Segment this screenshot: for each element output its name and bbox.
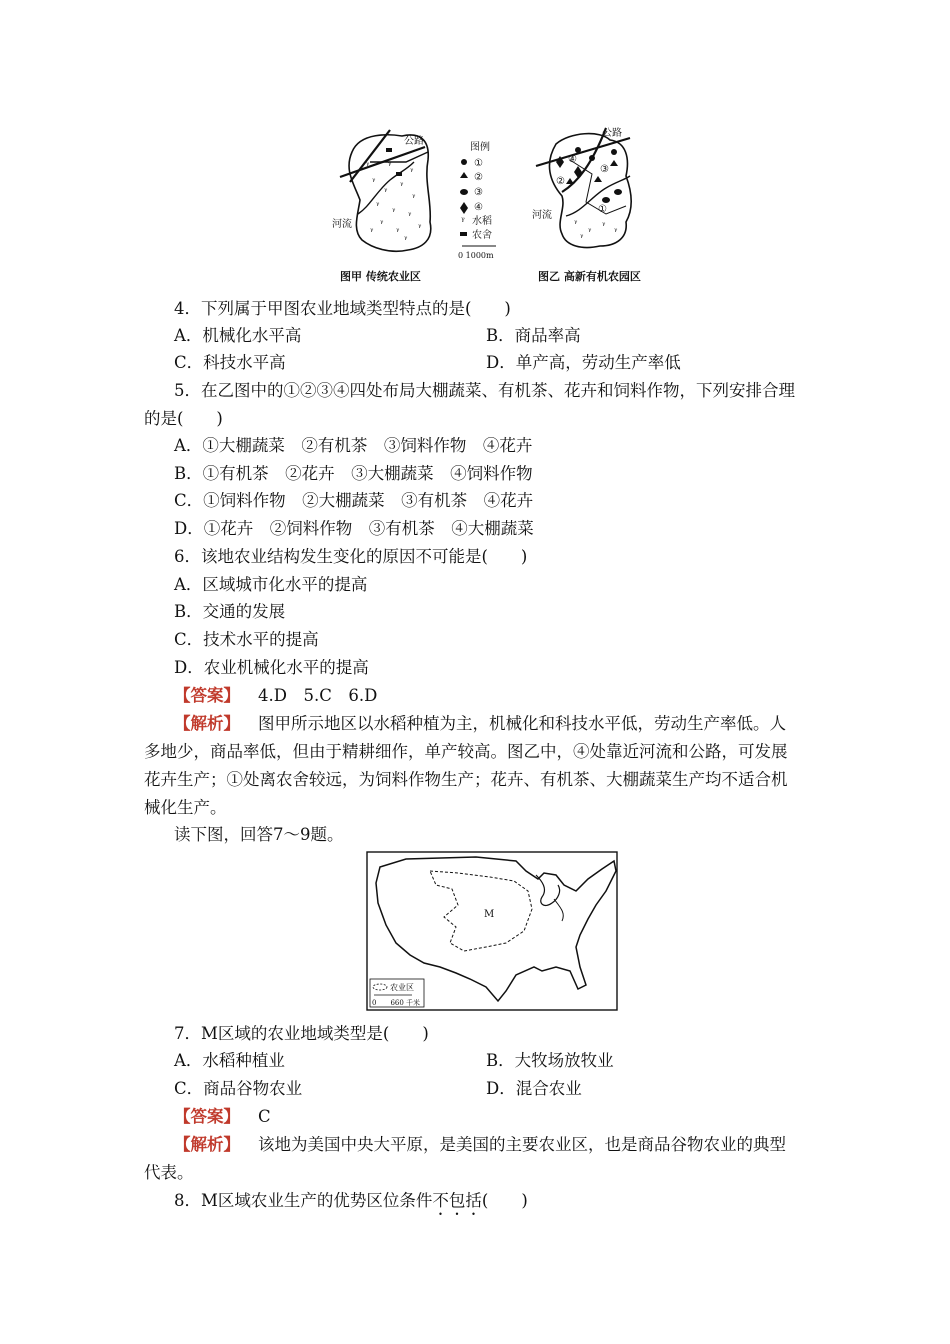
q7-option-a: A．水稻种植业 xyxy=(174,1051,285,1070)
agri-region-m xyxy=(430,871,532,951)
answer-2 xyxy=(174,1104,271,1130)
analysis-label: 【解析】 xyxy=(174,1135,240,1154)
svg-text:②: ② xyxy=(556,176,565,187)
legend-title: 图例 xyxy=(470,142,490,153)
q8-stem: 8．M区域农业生产的优势区位条件不包括( ) xyxy=(174,1191,528,1210)
intro-q7-9: 读下图，回答7～9题。 xyxy=(174,825,344,844)
analysis-2-line-1: 【解析】 该地为美国中央大平原，是美国的主要农业区，也是商品谷物农业的典型 xyxy=(174,1135,786,1154)
q4-stem: 4．下列属于甲图农业地域类型特点的是( ) xyxy=(174,299,511,318)
svg-text:农舍: 农舍 xyxy=(472,230,492,241)
svg-text:ᵞ: ᵞ xyxy=(588,227,592,237)
svg-text:ᵞ: ᵞ xyxy=(400,181,404,191)
q4-option-c: C．科技水平高 xyxy=(174,353,286,372)
q5-option-d: D．①花卉 ②饲料作物 ③有机茶 ④大棚蔬菜 xyxy=(174,519,534,538)
analysis-1-line-4: 械化生产。 xyxy=(144,798,227,817)
map-jia-outline xyxy=(349,135,431,251)
svg-text:ᵞ: ᵞ xyxy=(580,233,584,243)
svg-text:①: ① xyxy=(598,204,607,215)
svg-text:ᵞ: ᵞ xyxy=(418,223,422,233)
legend-agri-region: 农业区 xyxy=(390,983,414,992)
svg-text:ᵞ: ᵞ xyxy=(392,207,396,217)
svg-text:ᵞ: ᵞ xyxy=(370,227,374,237)
svg-text:ᵞ: ᵞ xyxy=(614,227,618,237)
svg-text:②: ② xyxy=(474,172,483,183)
svg-text:ᵞ: ᵞ xyxy=(408,211,412,221)
svg-text:③: ③ xyxy=(474,187,483,198)
q4-option-d: D．单产高，劳动生产率低 xyxy=(486,353,681,372)
map-legend xyxy=(458,140,496,260)
q6-option-d: D．农业机械化水平的提高 xyxy=(174,658,369,677)
figure-us-map xyxy=(366,851,618,1011)
svg-text:ᵞ: ᵞ xyxy=(376,201,380,211)
answer-label: 【答案】 xyxy=(174,686,240,705)
svg-text:水稻: 水稻 xyxy=(472,216,492,227)
answer-text: C xyxy=(258,1107,271,1126)
q5-option-c: C．①饲料作物 ②大棚蔬菜 ③有机茶 ④花卉 xyxy=(174,491,534,510)
svg-text:ᵞ: ᵞ xyxy=(574,219,578,229)
river-label-yi: 河流 xyxy=(532,210,552,221)
q6-option-c: C．技术水平的提高 xyxy=(174,630,319,649)
answer-label: 【答案】 xyxy=(174,1107,240,1126)
svg-text:①: ① xyxy=(474,158,483,169)
q5-stem-1: 5．在乙图中的①②③④四处布局大棚蔬菜、有机茶、花卉和饲料作物，下列安排合理 xyxy=(174,381,795,400)
q6-option-a: A．区域城市化水平的提高 xyxy=(174,575,368,594)
svg-text:ᵞ: ᵞ xyxy=(410,167,414,177)
svg-text:③: ③ xyxy=(600,164,609,175)
svg-text:④: ④ xyxy=(474,202,483,213)
legend-scale: 0 1000m xyxy=(458,251,494,260)
svg-text:ᵞ: ᵞ xyxy=(388,161,392,171)
svg-text:ᵞ: ᵞ xyxy=(404,235,408,245)
q5-stem-2: 的是( ) xyxy=(144,409,223,428)
map-scale: 0 660 千米 xyxy=(372,999,421,1007)
svg-text:ᵞ: ᵞ xyxy=(602,221,606,231)
svg-text:ᵞ: ᵞ xyxy=(412,193,416,203)
q5-option-a: A．①大棚蔬菜 ②有机茶 ③饲料作物 ④花卉 xyxy=(174,436,533,455)
q4-option-a: A．机械化水平高 xyxy=(174,326,302,345)
q7-option-c: C．商品谷物农业 xyxy=(174,1079,303,1098)
q7-stem: 7．M区域的农业地域类型是( ) xyxy=(174,1024,429,1043)
region-label-m: M xyxy=(484,909,495,920)
answer-1 xyxy=(174,683,377,709)
road-label-yi: 公路 xyxy=(602,128,622,139)
q7-option-d: D．混合农业 xyxy=(486,1079,582,1098)
q5-option-b: B．①有机茶 ②花卉 ③大棚蔬菜 ④饲料作物 xyxy=(174,464,533,483)
caption-jia: 图甲 传统农业区 xyxy=(340,270,421,283)
svg-text:ᵞ: ᵞ xyxy=(384,187,388,197)
svg-text:ᵞ: ᵞ xyxy=(372,177,376,187)
svg-text:ᵞ: ᵞ xyxy=(461,216,465,227)
q4-option-b: B．商品率高 xyxy=(486,326,581,345)
q6-option-b: B．交通的发展 xyxy=(174,602,286,621)
analysis-1-line-1: 【解析】 图甲所示地区以水稻种植为主，机械化和科技水平低，劳动生产率低。人 xyxy=(174,714,786,733)
q6-stem: 6．该地农业结构发生变化的原因不可能是( ) xyxy=(174,547,528,566)
q7-option-b: B．大牧场放牧业 xyxy=(486,1051,614,1070)
river-label-jia: 河流 xyxy=(332,219,352,230)
analysis-1-line-3: 花卉生产；①处离农舍较远，为饲料作物生产；花卉、有机茶、大棚蔬菜生产均不适合机 xyxy=(144,770,788,789)
analysis-1-line-2: 多地少，商品率低，但由于精耕细作，单产较高。图乙中，④处靠近河流和公路，可发展 xyxy=(144,742,788,761)
caption-yi: 图乙 高新有机农园区 xyxy=(538,270,641,283)
svg-text:ᵞ: ᵞ xyxy=(366,161,370,171)
figure-agriculture-maps xyxy=(330,122,670,290)
analysis-2-line-2: 代表。 xyxy=(144,1163,194,1182)
svg-text:ᵞ: ᵞ xyxy=(380,219,384,229)
road-label-jia: 公路 xyxy=(404,136,424,147)
emphasis-text: 不包括 xyxy=(432,1191,482,1210)
svg-text:④: ④ xyxy=(568,154,577,165)
answer-text: 4.D 5.C 6.D xyxy=(258,686,378,705)
svg-text:ᵞ: ᵞ xyxy=(396,227,400,237)
analysis-label: 【解析】 xyxy=(174,714,240,733)
